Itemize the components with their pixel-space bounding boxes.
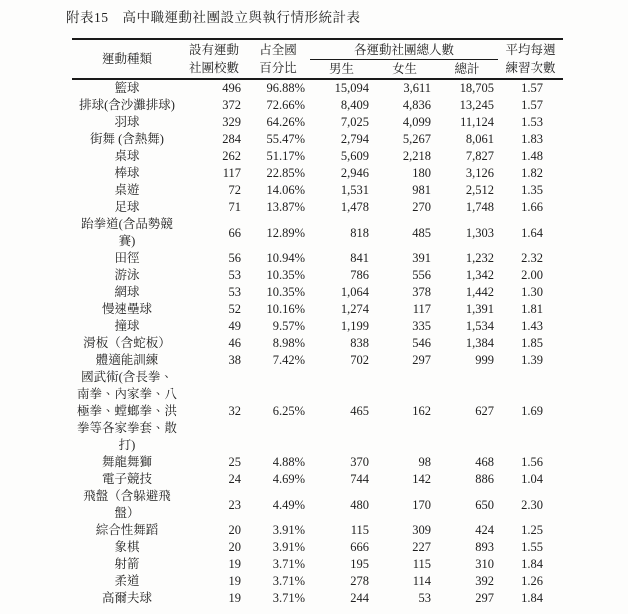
school-count-cell: 23 bbox=[228, 497, 241, 512]
sport-name-cell: 象棋 bbox=[114, 540, 140, 554]
female-count-cell: 4,099 bbox=[402, 115, 431, 129]
practice-freq-cell: 1.55 bbox=[521, 540, 544, 554]
sport-name-cell: 柔道 bbox=[114, 574, 140, 588]
female-count-cell: 162 bbox=[412, 404, 431, 418]
header-total: 總計 bbox=[454, 62, 480, 76]
practice-freq-cell: 1.25 bbox=[521, 523, 544, 537]
male-count-cell: 7,025 bbox=[340, 115, 369, 129]
sports-club-stats-table bbox=[72, 38, 563, 607]
table-row bbox=[72, 301, 563, 318]
table-row bbox=[72, 352, 563, 369]
practice-freq-cell: 2.30 bbox=[521, 497, 544, 512]
total-count-cell: 11,124 bbox=[460, 115, 495, 129]
school-count-cell: 66 bbox=[228, 225, 241, 240]
national-pct-cell: 3.71% bbox=[272, 574, 305, 588]
sport-name-cell: 足球 bbox=[114, 200, 140, 214]
male-count-cell: 841 bbox=[350, 251, 369, 265]
total-count-cell: 468 bbox=[475, 455, 495, 469]
sport-name-cell: 射箭 bbox=[114, 557, 140, 571]
school-count-cell: 329 bbox=[222, 115, 241, 129]
national-pct-cell: 4.88% bbox=[272, 455, 305, 469]
header-members-group-label: 各運動社團總人數 bbox=[354, 42, 455, 57]
sport-name-cell: 撞球 bbox=[114, 319, 140, 333]
header-members-group bbox=[310, 39, 498, 60]
national-pct-cell: 3.71% bbox=[272, 557, 305, 571]
total-count-cell: 13,245 bbox=[459, 98, 495, 112]
school-count-cell: 46 bbox=[228, 336, 241, 350]
total-count-cell: 1,442 bbox=[465, 285, 495, 299]
female-count-cell: 270 bbox=[412, 200, 431, 214]
female-count-cell: 391 bbox=[412, 251, 431, 265]
school-count-cell: 262 bbox=[222, 149, 241, 163]
practice-freq-cell: 2.00 bbox=[521, 268, 544, 282]
sport-name-cell: 體適能訓練 bbox=[95, 353, 159, 367]
sport-name-cell: 籃球 bbox=[114, 81, 140, 95]
national-pct-cell: 7.42% bbox=[272, 353, 305, 367]
table-row bbox=[72, 165, 563, 182]
school-count-cell: 53 bbox=[228, 285, 241, 299]
female-count-cell: 378 bbox=[412, 285, 431, 299]
table-row bbox=[72, 267, 563, 284]
national-pct-cell: 55.47% bbox=[266, 132, 305, 146]
male-count-cell: 786 bbox=[350, 268, 369, 282]
header-weekly-practice bbox=[498, 39, 563, 79]
practice-freq-cell: 1.84 bbox=[521, 557, 544, 571]
school-count-cell: 53 bbox=[228, 268, 241, 282]
female-count-cell: 117 bbox=[412, 302, 431, 316]
female-count-cell: 98 bbox=[418, 455, 431, 469]
national-pct-cell: 64.26% bbox=[266, 115, 305, 129]
school-count-cell: 496 bbox=[222, 81, 241, 95]
practice-freq-cell: 1.83 bbox=[521, 132, 544, 146]
male-count-cell: 2,794 bbox=[340, 132, 369, 146]
national-pct-cell: 3.91% bbox=[272, 523, 305, 537]
practice-freq-cell: 1.81 bbox=[521, 302, 544, 316]
male-count-cell: 115 bbox=[350, 523, 369, 537]
table-row bbox=[72, 488, 563, 522]
total-count-cell: 7,827 bbox=[465, 149, 495, 163]
total-count-cell: 886 bbox=[475, 472, 495, 486]
table-row bbox=[72, 539, 563, 556]
total-count-cell: 893 bbox=[475, 540, 495, 554]
school-count-cell: 20 bbox=[228, 523, 241, 537]
male-count-cell: 1,478 bbox=[340, 200, 369, 214]
school-count-cell: 24 bbox=[228, 472, 241, 486]
female-count-cell: 335 bbox=[412, 319, 431, 333]
table-row bbox=[72, 318, 563, 335]
male-count-cell: 480 bbox=[350, 497, 369, 512]
table-row bbox=[72, 148, 563, 165]
sport-name-cell: 田徑 bbox=[114, 251, 140, 265]
female-count-cell: 981 bbox=[412, 183, 431, 197]
table-row bbox=[72, 369, 563, 454]
practice-freq-cell: 1.56 bbox=[521, 455, 544, 469]
practice-freq-cell: 1.48 bbox=[521, 149, 544, 163]
total-count-cell: 627 bbox=[475, 404, 495, 418]
male-count-cell: 1,064 bbox=[340, 285, 369, 299]
national-pct-cell: 6.25% bbox=[272, 404, 305, 418]
total-count-cell: 1,342 bbox=[465, 268, 495, 282]
female-count-cell: 170 bbox=[412, 497, 431, 512]
school-count-cell: 52 bbox=[228, 302, 241, 316]
national-pct-cell: 10.35% bbox=[266, 285, 305, 299]
sport-name-cell: 排球(含沙灘排球) bbox=[79, 98, 175, 112]
male-count-cell: 1,199 bbox=[340, 319, 369, 333]
female-count-cell: 2,218 bbox=[402, 149, 431, 163]
header-school-count-line2: 社團校數 bbox=[188, 61, 239, 75]
national-pct-cell: 12.89% bbox=[266, 225, 305, 240]
practice-freq-cell: 1.84 bbox=[521, 591, 544, 605]
male-count-cell: 8,409 bbox=[340, 98, 369, 112]
national-pct-cell: 10.94% bbox=[266, 251, 305, 265]
male-count-cell: 5,609 bbox=[340, 149, 369, 163]
national-pct-cell: 3.71% bbox=[272, 591, 305, 605]
table-row bbox=[72, 573, 563, 590]
header-sport-type bbox=[72, 39, 182, 79]
sport-name-cell: 滑板（含蛇板） bbox=[83, 336, 171, 350]
female-count-cell: 546 bbox=[412, 336, 431, 350]
school-count-cell: 25 bbox=[228, 455, 241, 469]
national-pct-cell: 8.98% bbox=[272, 336, 305, 350]
national-pct-cell: 4.49% bbox=[272, 497, 305, 512]
total-count-cell: 310 bbox=[475, 557, 495, 571]
total-count-cell: 650 bbox=[475, 497, 495, 512]
practice-freq-cell: 1.82 bbox=[521, 166, 544, 180]
practice-freq-cell: 2.32 bbox=[521, 251, 544, 265]
practice-freq-cell: 1.64 bbox=[521, 225, 544, 240]
sport-name-cell: 羽球 bbox=[114, 115, 140, 129]
male-count-cell: 465 bbox=[350, 404, 369, 418]
total-count-cell: 1,384 bbox=[465, 336, 495, 350]
school-count-cell: 49 bbox=[228, 319, 241, 333]
total-count-cell: 1,748 bbox=[465, 200, 495, 214]
practice-freq-cell: 1.26 bbox=[521, 574, 544, 588]
header-school-count-line1: 設有運動 bbox=[188, 43, 239, 57]
total-count-cell: 2,512 bbox=[465, 183, 495, 197]
male-count-cell: 1,531 bbox=[340, 183, 369, 197]
total-count-cell: 297 bbox=[475, 591, 495, 605]
school-count-cell: 72 bbox=[228, 183, 241, 197]
male-count-cell: 666 bbox=[350, 540, 369, 554]
female-count-cell: 3,611 bbox=[403, 81, 431, 95]
header-national-pct-line2: 百分比 bbox=[259, 61, 297, 75]
table-row bbox=[72, 114, 563, 131]
sport-name-cell: 慢速壘球 bbox=[101, 302, 152, 316]
sport-name-cell: 高爾夫球 bbox=[101, 591, 152, 605]
total-count-cell: 999 bbox=[475, 353, 495, 367]
female-count-cell: 556 bbox=[412, 268, 431, 282]
female-count-cell: 227 bbox=[412, 540, 431, 554]
male-count-cell: 2,946 bbox=[340, 166, 369, 180]
total-count-cell: 1,303 bbox=[465, 225, 495, 240]
school-count-cell: 117 bbox=[222, 166, 241, 180]
practice-freq-cell: 1.57 bbox=[521, 81, 544, 95]
header-school-count bbox=[182, 39, 246, 79]
header-sport-type-label: 運動種類 bbox=[101, 52, 152, 66]
school-count-cell: 32 bbox=[228, 404, 241, 418]
male-count-cell: 702 bbox=[350, 353, 369, 367]
national-pct-cell: 14.06% bbox=[266, 183, 305, 197]
school-count-cell: 19 bbox=[228, 574, 241, 588]
male-count-cell: 278 bbox=[350, 574, 369, 588]
practice-freq-cell: 1.30 bbox=[521, 285, 544, 299]
sport-name-cell: 國武術(含長拳、南拳、內家拳、八極拳、螳螂拳、洪拳等各家拳套、散打) bbox=[76, 370, 177, 452]
total-count-cell: 8,061 bbox=[465, 132, 495, 146]
table-row bbox=[72, 250, 563, 267]
practice-freq-cell: 1.57 bbox=[521, 98, 544, 112]
table-row bbox=[72, 335, 563, 352]
female-count-cell: 485 bbox=[412, 225, 431, 240]
sport-name-cell: 跆拳道(含品勢競賽) bbox=[81, 217, 173, 248]
practice-freq-cell: 1.04 bbox=[521, 472, 544, 486]
table-header bbox=[72, 39, 563, 79]
female-count-cell: 5,267 bbox=[402, 132, 431, 146]
male-count-cell: 1,274 bbox=[340, 302, 369, 316]
national-pct-cell: 4.69% bbox=[272, 472, 305, 486]
male-count-cell: 370 bbox=[350, 455, 369, 469]
total-count-cell: 3,126 bbox=[465, 166, 495, 180]
female-count-cell: 180 bbox=[412, 166, 431, 180]
table-row bbox=[72, 97, 563, 114]
header-national-pct bbox=[246, 39, 310, 79]
sport-name-cell: 桌遊 bbox=[114, 183, 140, 197]
sport-name-cell: 網球 bbox=[114, 285, 140, 299]
table-row bbox=[72, 199, 563, 216]
table-row bbox=[72, 182, 563, 199]
table-row bbox=[72, 556, 563, 573]
header-female: 女生 bbox=[391, 62, 417, 76]
male-count-cell: 195 bbox=[350, 557, 369, 571]
total-count-cell: 1,232 bbox=[465, 251, 495, 265]
sport-name-cell: 飛盤（含躲避飛盤） bbox=[83, 489, 171, 520]
male-count-cell: 244 bbox=[350, 591, 369, 605]
total-count-cell: 424 bbox=[475, 523, 495, 537]
school-count-cell: 71 bbox=[228, 200, 241, 214]
practice-freq-cell: 1.69 bbox=[521, 404, 544, 418]
school-count-cell: 20 bbox=[228, 540, 241, 554]
header-weekly-practice-line1: 平均每週 bbox=[505, 43, 556, 57]
school-count-cell: 284 bbox=[222, 132, 241, 146]
female-count-cell: 114 bbox=[412, 574, 431, 588]
female-count-cell: 115 bbox=[412, 557, 431, 571]
header-weekly-practice-line2: 練習次數 bbox=[505, 61, 556, 75]
table-row bbox=[72, 471, 563, 488]
national-pct-cell: 10.16% bbox=[266, 302, 305, 316]
sport-name-cell: 游泳 bbox=[114, 268, 140, 282]
sport-name-cell: 舞龍舞獅 bbox=[101, 455, 152, 469]
male-count-cell: 15,094 bbox=[334, 81, 369, 95]
male-count-cell: 744 bbox=[350, 472, 369, 486]
sport-name-cell: 街舞 (含熱舞) bbox=[90, 132, 164, 146]
female-count-cell: 297 bbox=[412, 353, 431, 367]
female-count-cell: 309 bbox=[412, 523, 431, 537]
national-pct-cell: 96.88% bbox=[266, 81, 305, 95]
school-count-cell: 56 bbox=[228, 251, 241, 265]
table-row bbox=[72, 284, 563, 301]
practice-freq-cell: 1.43 bbox=[521, 319, 544, 333]
national-pct-cell: 13.87% bbox=[266, 200, 305, 214]
practice-freq-cell: 1.85 bbox=[521, 336, 544, 350]
female-count-cell: 142 bbox=[412, 472, 431, 486]
national-pct-cell: 10.35% bbox=[266, 268, 305, 282]
female-count-cell: 53 bbox=[418, 591, 431, 605]
school-count-cell: 19 bbox=[228, 591, 241, 605]
total-count-cell: 18,705 bbox=[459, 81, 495, 95]
national-pct-cell: 3.91% bbox=[272, 540, 305, 554]
school-count-cell: 38 bbox=[228, 353, 241, 367]
table-row bbox=[72, 216, 563, 250]
header-male: 男生 bbox=[328, 62, 354, 76]
sport-name-cell: 桌球 bbox=[114, 149, 140, 163]
practice-freq-cell: 1.66 bbox=[521, 200, 544, 214]
national-pct-cell: 72.66% bbox=[266, 98, 305, 112]
practice-freq-cell: 1.53 bbox=[521, 115, 544, 129]
female-count-cell: 4,836 bbox=[402, 98, 431, 112]
table-row bbox=[72, 131, 563, 148]
page-title: 附表15 高中職運動社團設立與執行情形統計表 bbox=[66, 10, 361, 25]
table-row bbox=[72, 590, 563, 607]
national-pct-cell: 51.17% bbox=[266, 149, 305, 163]
national-pct-cell: 22.85% bbox=[266, 166, 305, 180]
male-count-cell: 838 bbox=[350, 336, 369, 350]
header-national-pct-line1: 占全國 bbox=[259, 43, 297, 57]
total-count-cell: 1,391 bbox=[465, 302, 495, 316]
practice-freq-cell: 1.39 bbox=[521, 353, 544, 367]
sport-name-cell: 棒球 bbox=[114, 166, 140, 180]
national-pct-cell: 9.57% bbox=[272, 319, 305, 333]
table-body bbox=[72, 79, 563, 607]
total-count-cell: 392 bbox=[475, 574, 495, 588]
school-count-cell: 372 bbox=[222, 98, 241, 112]
school-count-cell: 19 bbox=[228, 557, 241, 571]
table-row bbox=[72, 79, 563, 97]
total-count-cell: 1,534 bbox=[465, 319, 495, 333]
sport-name-cell: 綜合性舞蹈 bbox=[95, 523, 159, 537]
practice-freq-cell: 1.35 bbox=[521, 183, 544, 197]
male-count-cell: 818 bbox=[350, 225, 369, 240]
sport-name-cell: 電子競技 bbox=[101, 472, 152, 486]
table-row bbox=[72, 454, 563, 471]
table-row bbox=[72, 522, 563, 539]
